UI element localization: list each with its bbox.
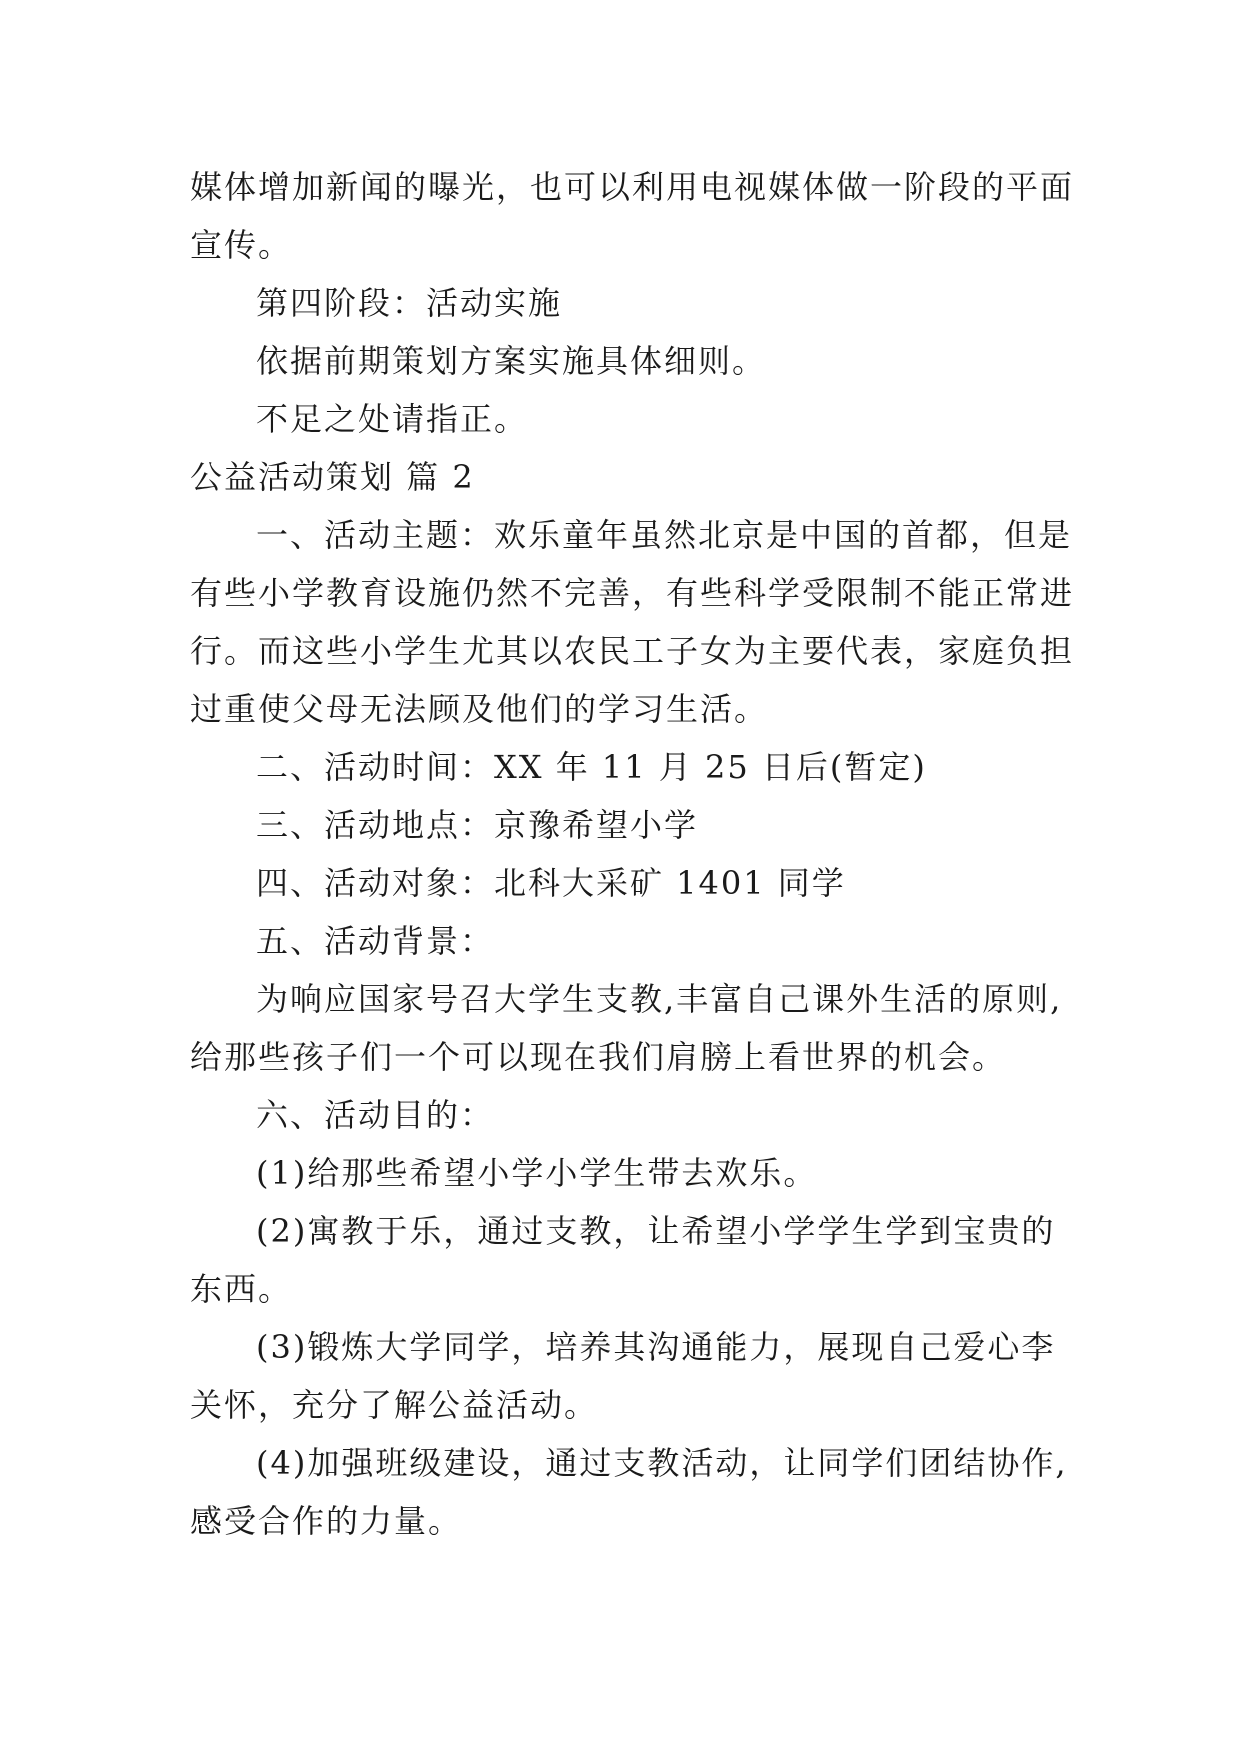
text-line: 感受合作的力量。 <box>190 1502 463 1540</box>
text-line: 依据前期策划方案实施具体细则。 <box>256 342 767 380</box>
text-line: 五、活动背景： <box>256 922 495 960</box>
text-line: 六、活动目的： <box>256 1096 495 1134</box>
text-line: 公益活动策划 篇 2 <box>190 458 475 496</box>
text-line: 二、活动时间：XX 年 11 月 25 日后(暂定) <box>256 748 927 786</box>
text-line: 为响应国家号召大学生支教,丰富自己课外生活的原则, <box>256 980 1063 1018</box>
text-line: 有些小学教育设施仍然不完善，有些科学受限制不能正常进 <box>190 574 1075 612</box>
document-body <box>190 158 1075 1550</box>
text-line: 一、活动主题：欢乐童年虽然北京是中国的首都，但是 <box>256 516 1073 554</box>
text-line: 媒体增加新闻的曝光，也可以利用电视媒体做一阶段的平面 <box>190 168 1075 206</box>
text-line: 四、活动对象：北科大采矿 1401 同学 <box>256 864 846 902</box>
text-line: (4)加强班级建设，通过支教活动，让同学们团结协作, <box>256 1444 1068 1482</box>
text-line: (3)锻炼大学同学，培养其沟通能力，展现自己爱心李 <box>256 1328 1056 1366</box>
text-line: 三、活动地点：京豫希望小学 <box>256 806 699 844</box>
text-line: 关怀，充分了解公益活动。 <box>190 1386 599 1424</box>
text-line: 过重使父母无法顾及他们的学习生活。 <box>190 690 769 728</box>
text-line: 行。而这些小学生尤其以农民工子女为主要代表，家庭负担 <box>190 632 1075 670</box>
text-line: 第四阶段：活动实施 <box>256 284 563 322</box>
text-line: 宣传。 <box>190 226 293 264</box>
text-line: (1)给那些希望小学小学生带去欢乐。 <box>256 1154 818 1192</box>
text-line: (2)寓教于乐，通过支教，让希望小学学生学到宝贵的 <box>256 1212 1056 1250</box>
text-line: 东西。 <box>190 1270 293 1308</box>
text-line: 给那些孩子们一个可以现在我们肩膀上看世界的机会。 <box>190 1038 1007 1076</box>
text-line: 不足之处请指正。 <box>256 400 529 438</box>
